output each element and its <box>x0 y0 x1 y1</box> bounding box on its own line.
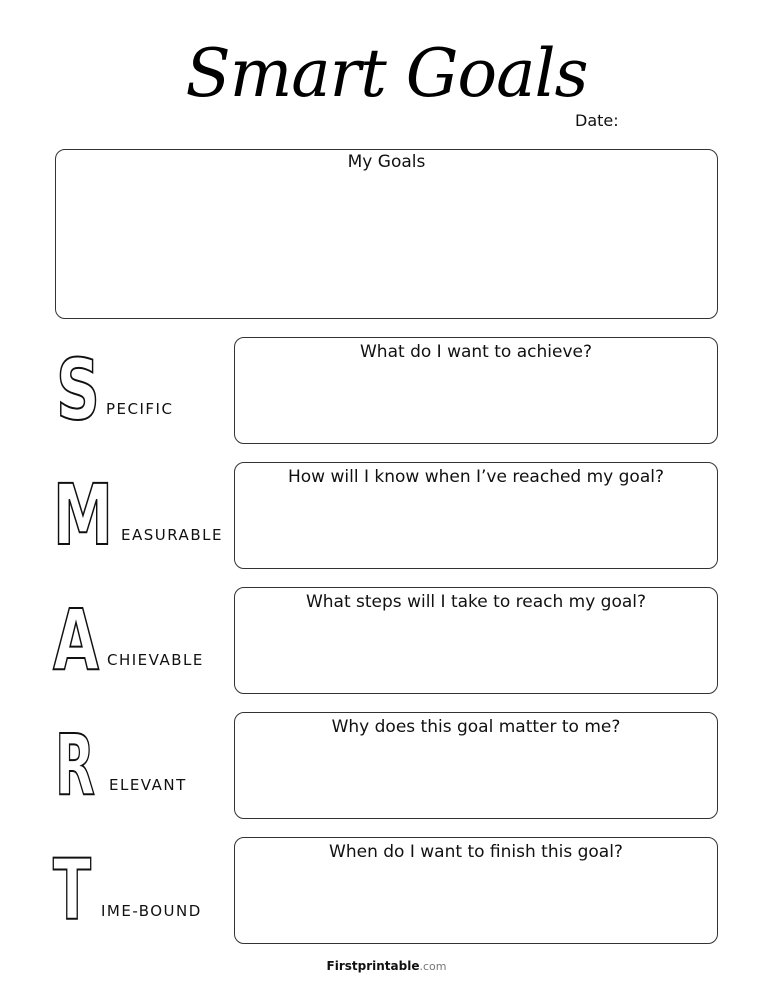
letter-r <box>52 716 114 814</box>
letter-r-text: R <box>55 716 95 814</box>
letter-s-text: S <box>56 341 100 439</box>
relevant-label: ELEVANT <box>109 776 187 794</box>
specific-box[interactable] <box>234 337 718 444</box>
letter-m <box>52 466 114 564</box>
letter-m-glyph <box>52 466 114 564</box>
measurable-question: How will I know when I’ve reached my goal? <box>287 467 665 487</box>
letter-m-text: M <box>53 466 113 564</box>
letter-a-text: A <box>53 591 99 689</box>
time-bound-box[interactable] <box>234 837 718 944</box>
achievable-label: CHIEVABLE <box>107 651 204 669</box>
my-goals-label: My Goals <box>347 152 426 172</box>
my-goals-box[interactable] <box>55 149 718 319</box>
brand-name: Firstprintable <box>326 959 420 973</box>
specific-question: What do I want to achieve? <box>360 342 592 362</box>
date-label: Date: <box>575 111 619 130</box>
time-bound-question: When do I want to finish this goal? <box>329 842 623 862</box>
brand-domain: .com <box>419 960 447 973</box>
letter-t-text: T <box>53 841 91 939</box>
time-bound-label: IME-BOUND <box>101 902 202 920</box>
footer-brand <box>0 957 773 976</box>
letter-s-glyph <box>52 341 114 439</box>
relevant-box[interactable] <box>234 712 718 819</box>
measurable-label: EASURABLE <box>121 526 223 544</box>
letter-a-glyph <box>52 591 114 689</box>
specific-label: PECIFIC <box>106 400 174 418</box>
achievable-box[interactable] <box>234 587 718 694</box>
achievable-question: What steps will I take to reach my goal? <box>305 592 647 612</box>
relevant-question: Why does this goal matter to me? <box>331 717 621 737</box>
letter-a <box>52 591 114 689</box>
letter-s <box>52 341 114 439</box>
page-title: Smart Goals <box>185 35 588 112</box>
measurable-box[interactable] <box>234 462 718 569</box>
letter-r-glyph <box>52 716 114 814</box>
